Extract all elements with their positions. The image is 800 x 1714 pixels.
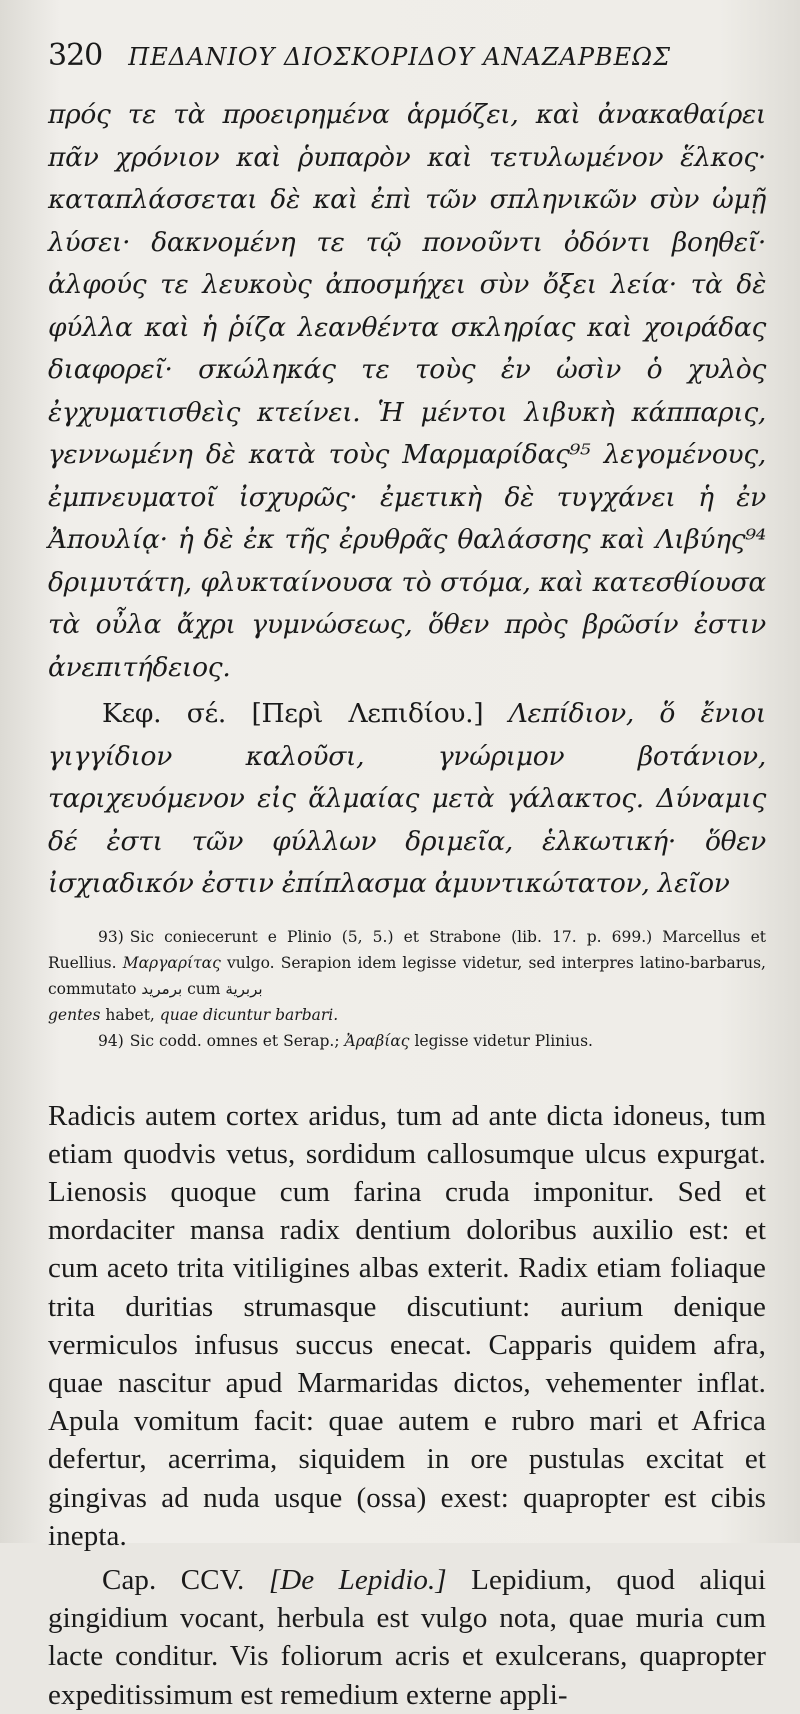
footnote-93 [48,924,766,1028]
footnote-text: cum [187,979,221,998]
greek-text [48,94,766,906]
footnote-text: Sic codd. omnes et Serap.; [129,1031,340,1050]
latin-paragraph-1: Radicis autem cortex aridus, tum ad ante dicta idoneus, tum etiam quodvis vetus, sordidum callosumque ulcus expurgat. Lienosis quoque cum farina cruda imponitur. Sed et mordaciter mansa radix dentium doloribus auxilio est: et cum aceto trita vitiligines albas exterit. Radix etiam foliaque trita duritias strumasque discutiunt: aurium denique vermiculos infusus succus enecat. Capparis quidem afra, quae nascitur apud Marmaridas dictos, vehementer inflat. Apula vomitum facit: quae autem e rubro mari et Africa defertur, acerrima, siquidem in ore pustulas excitat et gingivas ad nuda usque (ossa) exest: quapropter est cibis inepta. [48,1099,766,1552]
greek-chapter-title: [Περὶ Λεπιδίου.] [251,698,484,729]
footnote-text: legisse videtur Plinius. [414,1031,593,1050]
footnote-94 [48,1028,766,1054]
greek-chapter-label: Κεφ. σέ. [102,698,227,729]
greek-paragraph-2: Λεπίδιον, ὅ ἔνιοι γιγγίδιον καλοῦσι, γνώριμον βοτάνιον, ταριχευόμενον εἰς ἅλμαίας μετὰ γάλακτος. Δύναμις δέ ἐστι τῶν φύλλων δριμεῖα, ἑλκωτική· ὅθεν ἰσχιαδικόν ἐστιν ἐπίπλασμα ἀμυντικώτατον, λεῖον [48,698,767,899]
footnotes [48,924,766,1054]
footnote-greek-word: Μαργαρίτας [122,953,221,972]
footnote-italic: gentes [48,1005,101,1024]
running-title: ΠΕΔΑΝΙΟΥ ΔΙΟΣΚΟΡΙΔΟΥ ΑΝΑΖΑΡΒΕΩΣ [128,43,672,71]
latin-chapter-label: Cap. CCV. [102,1563,245,1596]
greek-paragraph-1: πρός τε τὰ προειρημένα ἁρμόζει, καὶ ἀνακαθαίρει πᾶν χρόνιον καὶ ῥυπαρὸν καὶ τετυλωμένον ἕλκος· καταπλάσσεται δὲ καὶ ἐπὶ τῶν σπληνικῶν σὺν ὠμῇ λύσει· δακνομένη τε τῷ πονοῦντι ὀδόντι βοηθεῖ· ἀλφούς τε λευκοὺς ἀποσμήχει σὺν ὄξει λεία· τὰ δὲ φύλλα καὶ ἡ ῥίζα λεανθέντα σκληρίας καὶ χοιράδας διαφορεῖ· σκώληκάς τε τοὺς ἐν ὠσὶν ὁ χυλὸς ἐγχυματισθεὶς κτείνει. Ἡ μέντοι λιβυκὴ κάππαρις, γεννωμένη δὲ κατὰ τοὺς Μαρμαρίδας⁹⁵ λεγομένους, ἐμπνευματοῖ ἰσχυρῶς· ἐμετικὴ δὲ τυγχάνει ἡ ἐν Ἀπουλίᾳ· ἡ δὲ ἐκ τῆς ἐρυθρᾶς θαλάσσης καὶ Λιβύης⁹⁴ δριμυτάτη, φλυκταίνουσα τὸ στόμα, καὶ κατεσθίουσα τὰ οὖλα ἄχρι γυμνώσεως, ὅθεν πρὸς βρῶσίν ἐστιν ἀνεπιτήδειος. [48,99,766,683]
page-number: 320 [48,38,103,73]
footnote-arabic-word: ﺑﺮﻣﺮﻳﺪ [141,979,183,998]
section-divider [48,1072,766,1073]
footnote-text: Sic coniecerunt e Plinio (5, 5.) et Strabone (lib. 17. p. 699.) Marcellus et Ruellius. [48,927,766,972]
latin-text [48,1097,766,1714]
latin-chapter-title: [De Lepidio.] [268,1563,447,1596]
footnote-arabic-word: ﺑﺮﺑﺮﻳﺔ [225,979,263,998]
footnote-greek-word: Ἀραβίας [344,1031,410,1050]
running-head [48,38,766,94]
footnote-text: vulgo. Serapion idem legisse videtur, sed interpres latino-barbarus, commutato [48,953,766,998]
greek-chapter-205 [48,693,766,906]
latin-chapter-205 [48,1561,766,1714]
footnote-italic: quae dicuntur barbari. [159,1005,339,1024]
footnote-number: 94) [98,1031,124,1050]
latin-paragraph-2: Lepidium, quod aliqui gingidium vocant, herbula est vulgo nota, quae muria cum lacte conditur. Vis foliorum acris et exulcerans, quapropter expeditissimum est remedium externe appli- [48,1563,767,1711]
footnote-number: 93) [98,927,124,946]
footnote-text: habet, [105,1005,155,1024]
